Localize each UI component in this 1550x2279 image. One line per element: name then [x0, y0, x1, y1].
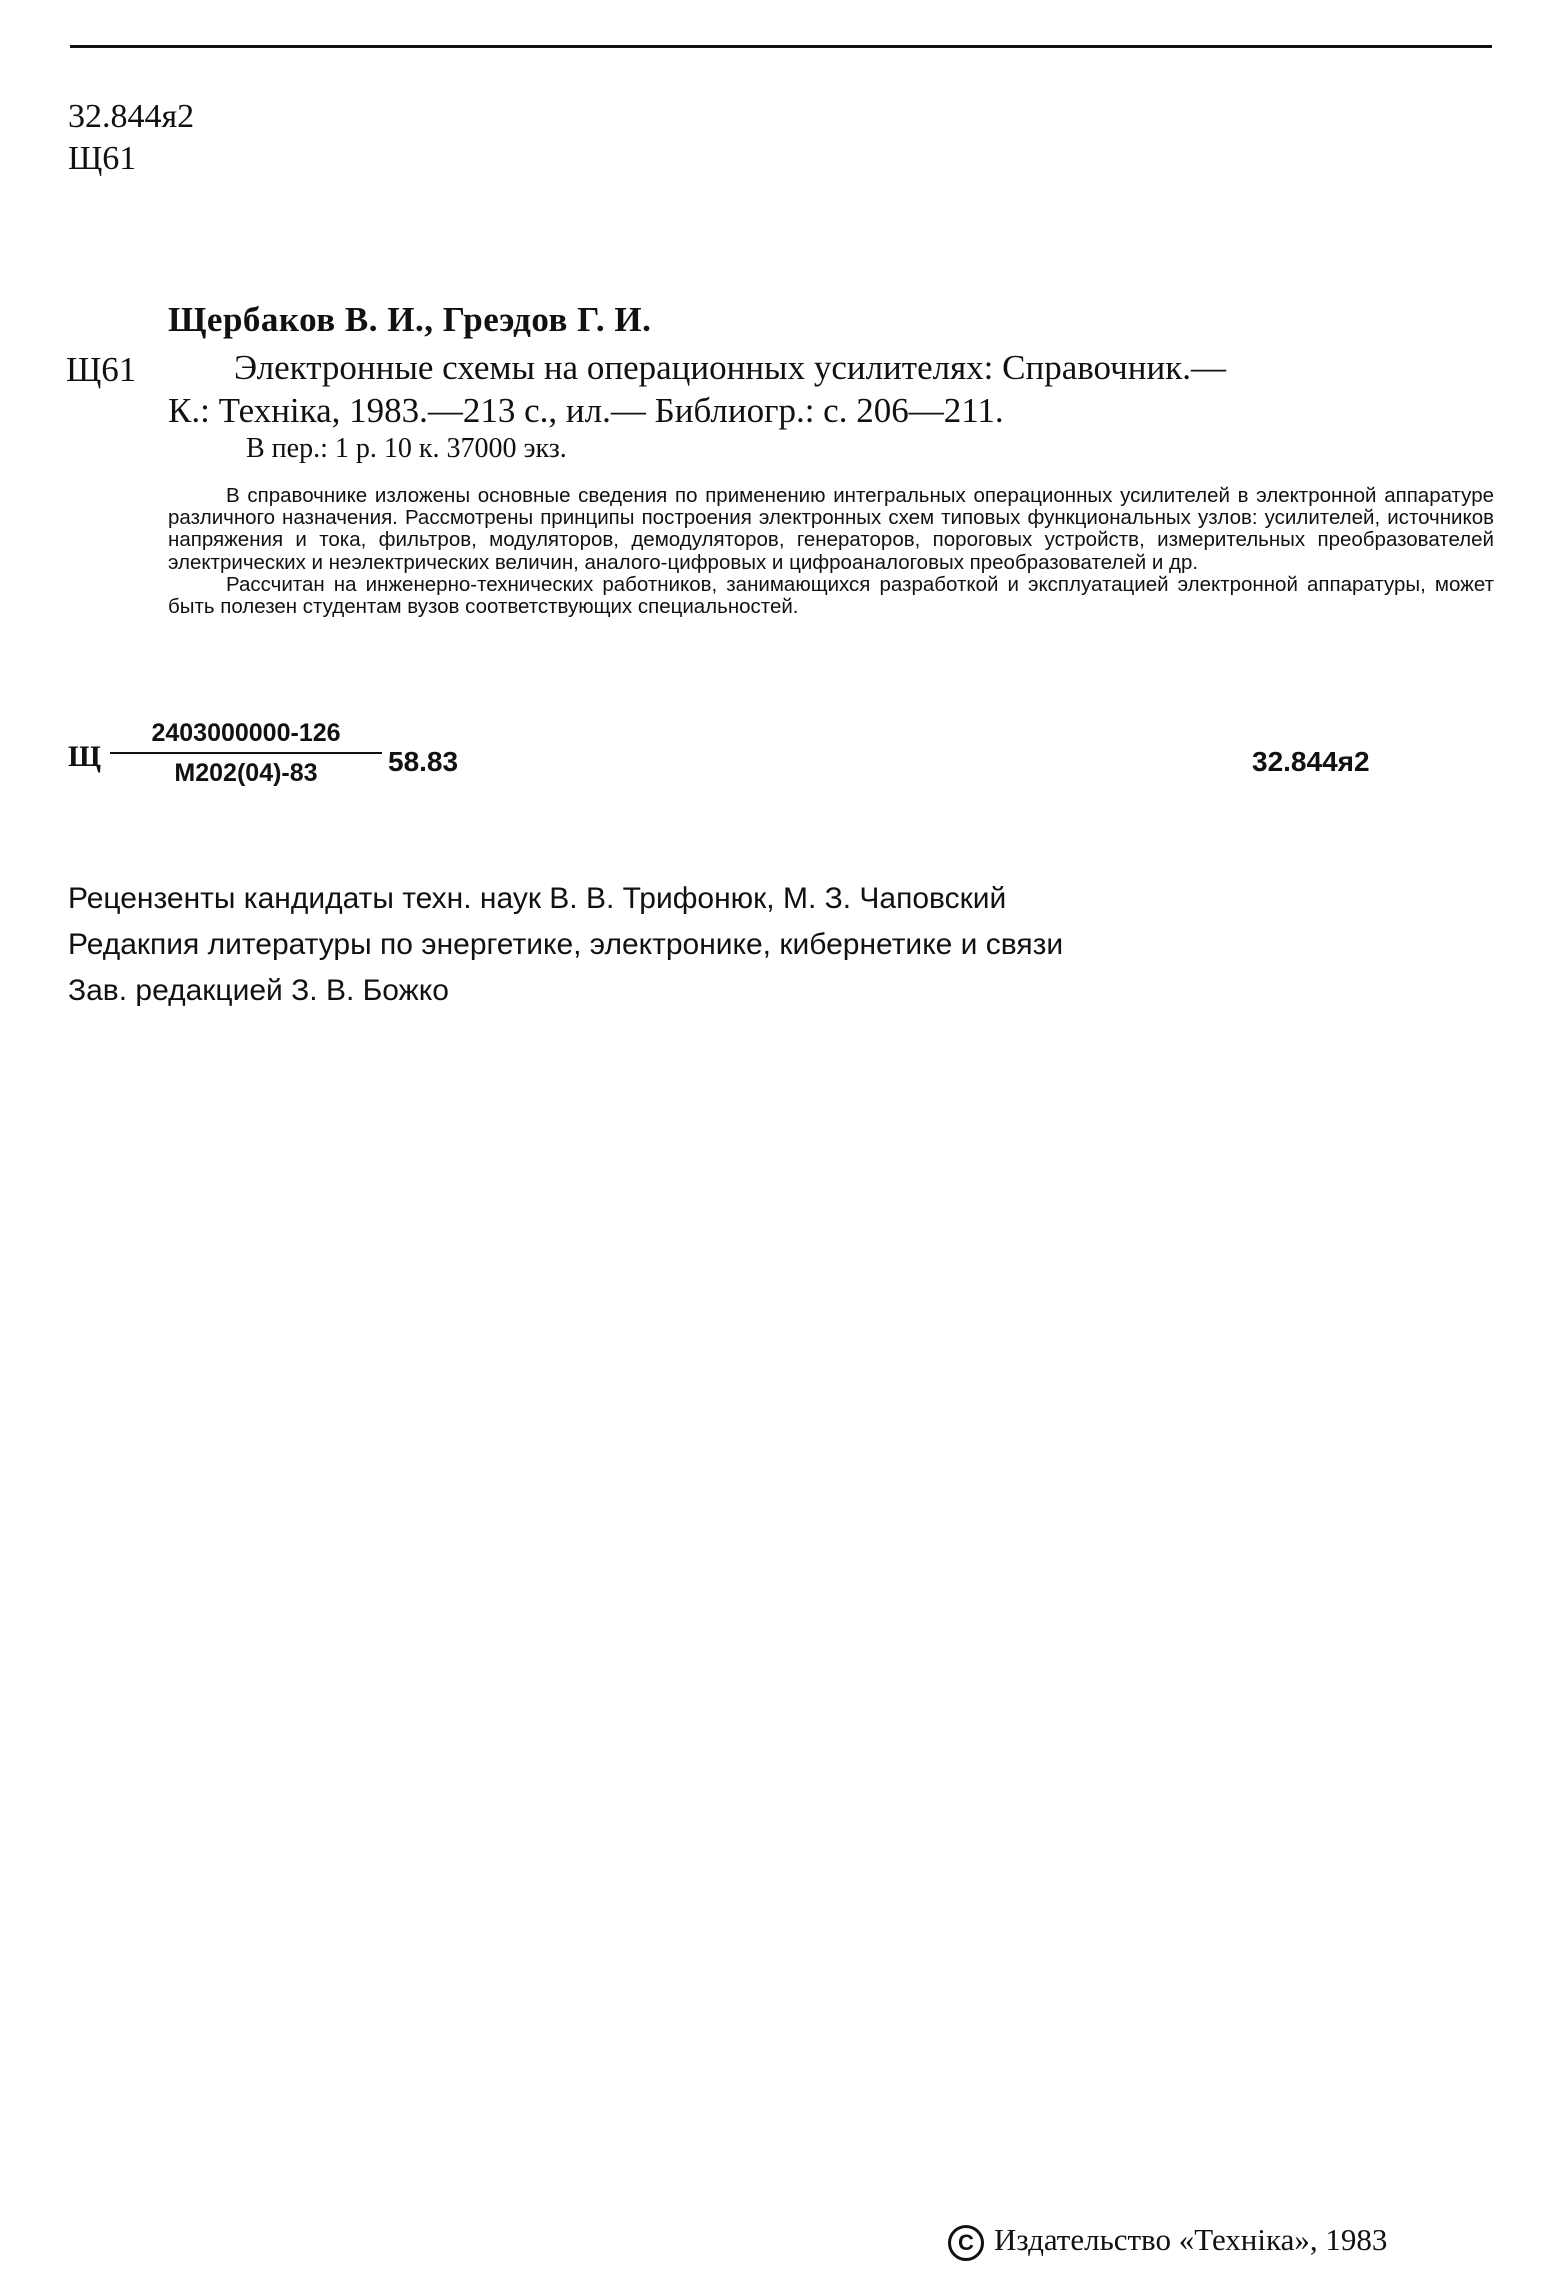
- index-prefix: Щ: [68, 740, 101, 773]
- index-fraction: [110, 718, 382, 788]
- copyright-icon: С: [948, 2225, 984, 2261]
- book-title: Электронные схемы на операционных усилителях: Справочник.—: [234, 348, 1226, 387]
- copyright-notice: [948, 2222, 1387, 2261]
- editor-in-chief-line: Зав. редакцией З. В. Божко: [68, 974, 449, 1007]
- authors: Щербаков В. И., Греэдов Г. И.: [168, 300, 652, 339]
- reviewers-line: Рецензенты кандидаты техн. наук В. В. Трифонюк, М. З. Чаповский: [68, 882, 1007, 915]
- top-rule: [70, 45, 1492, 48]
- index-suffix: 58.83: [388, 746, 459, 777]
- index-classification-code: 32.844я2: [1252, 746, 1370, 777]
- publication-info: К.: Техніка, 1983.—213 с., ил.— Библиогр.: с. 206—211.: [168, 391, 1004, 430]
- classification-code: 32.844я2: [68, 98, 195, 135]
- copyright-text: Издательство «Техніка», 1983: [994, 2222, 1388, 2257]
- author-mark: Щ61: [68, 140, 137, 177]
- abstract: [168, 485, 1494, 618]
- index-denominator: М202(04)-83: [174, 759, 318, 787]
- index-numerator: 2403000000-126: [110, 718, 382, 754]
- price-and-print-run: В пер.: 1 р. 10 к. 37000 экз.: [246, 433, 567, 464]
- abstract-paragraph: В справочнике изложены основные сведения по применению интегральных операционных усилителей в электронной аппаратуре различного назначения. Рассмотрены принципы построения электронных схем типовых функциональных узлов: усилителей, источников напряжения и тока, фильтров, модуляторов, демодуляторов, генераторов, пороговых устройств, измерительных преобразователей электрических и неэлектрических величин, аналого-цифровых и цифроаналоговых преобразователей и др.: [168, 484, 1494, 574]
- editorial-office-line: Редакпия литературы по энергетике, электронике, кибернетике и связи: [68, 928, 1064, 961]
- side-author-mark: Щ61: [66, 350, 137, 389]
- abstract-paragraph: Рассчитан на инженерно-технических работников, занимающихся разработкой и эксплуатацией электронной аппаратуры, может быть полезен студентам вузов соответствующих специальностей.: [168, 572, 1494, 619]
